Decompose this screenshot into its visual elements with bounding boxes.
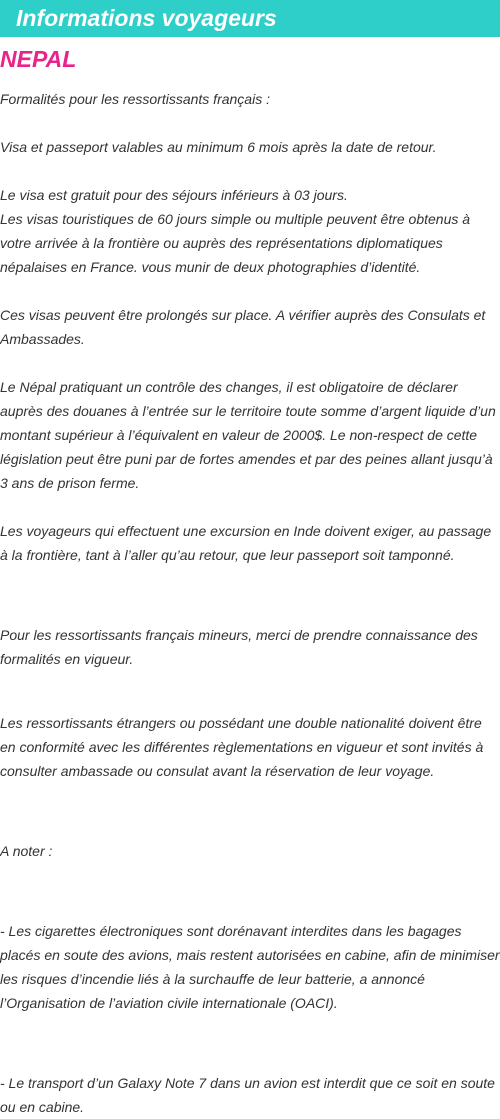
paragraph-etrangers: Les ressortissants étrangers ou possédant une double nationalité doivent être en conformité avec les différentes règlementations en vigueur et sont invités à consulter ambassade ou consulat avant la réservation de leur voyage. — [0, 715, 484, 779]
country-title: NEPAL — [0, 46, 77, 72]
section-title: Informations voyageurs — [16, 5, 277, 31]
paragraph-mineurs: Pour les ressortissants français mineurs, merci de prendre connaissance des formalités en vigueur. — [0, 627, 478, 667]
paragraph-visa-gratuit: Le visa est gratuit pour des séjours inférieurs à 03 jours. — [0, 187, 348, 203]
paragraph-galaxy-note: - Le transport d’un Galaxy Note 7 dans un avion est interdit que ce soit en soute ou en cabine. — [0, 1075, 495, 1115]
paragraph-formalites: Formalités pour les ressortissants français : — [0, 91, 270, 107]
paragraph-excursion-inde: Les voyageurs qui effectuent une excursion en Inde doivent exiger, au passage à la frontière, tant à l’aller qu’au retour, que leur passeport soit tamponné. — [0, 523, 492, 563]
paragraph-cigarettes: - Les cigarettes électroniques sont dorénavant interdites dans les bagages placés en soute des avions, mais restent autorisées en cabine, afin de minimiser les risques d’incendie liés à la surchauffe de leur batterie, a annoncé l’Organisation de l’aviation civile internationale (OACI). — [0, 923, 500, 1011]
paragraph-a-noter: A noter : — [0, 843, 53, 859]
paragraph-visa-passeport: Visa et passeport valables au minimum 6 mois après la date de retour. — [0, 139, 437, 155]
section-header — [0, 0, 500, 37]
paragraph-visas-touristiques: Les visas touristiques de 60 jours simple ou multiple peuvent être obtenus à votre arrivée à la frontière ou auprès des représentations diplomatiques népalaises en France. vous munir de deux photographies d’identité. — [0, 211, 471, 275]
paragraph-controle-changes: Le Népal pratiquant un contrôle des changes, il est obligatoire de déclarer auprès des douanes à l’entrée sur le territoire toute somme d’argent liquide d’un montant supérieur à l’équivalent en valeur de 2000$. Le non-respect de cette législation peut être puni par de fortes amendes et par des peines allant jusqu’à 3 ans de prison ferme. — [0, 379, 496, 491]
paragraph-prolongation: Ces visas peuvent être prolongés sur place. A vérifier auprès des Consulats et Ambassades. — [0, 307, 486, 347]
